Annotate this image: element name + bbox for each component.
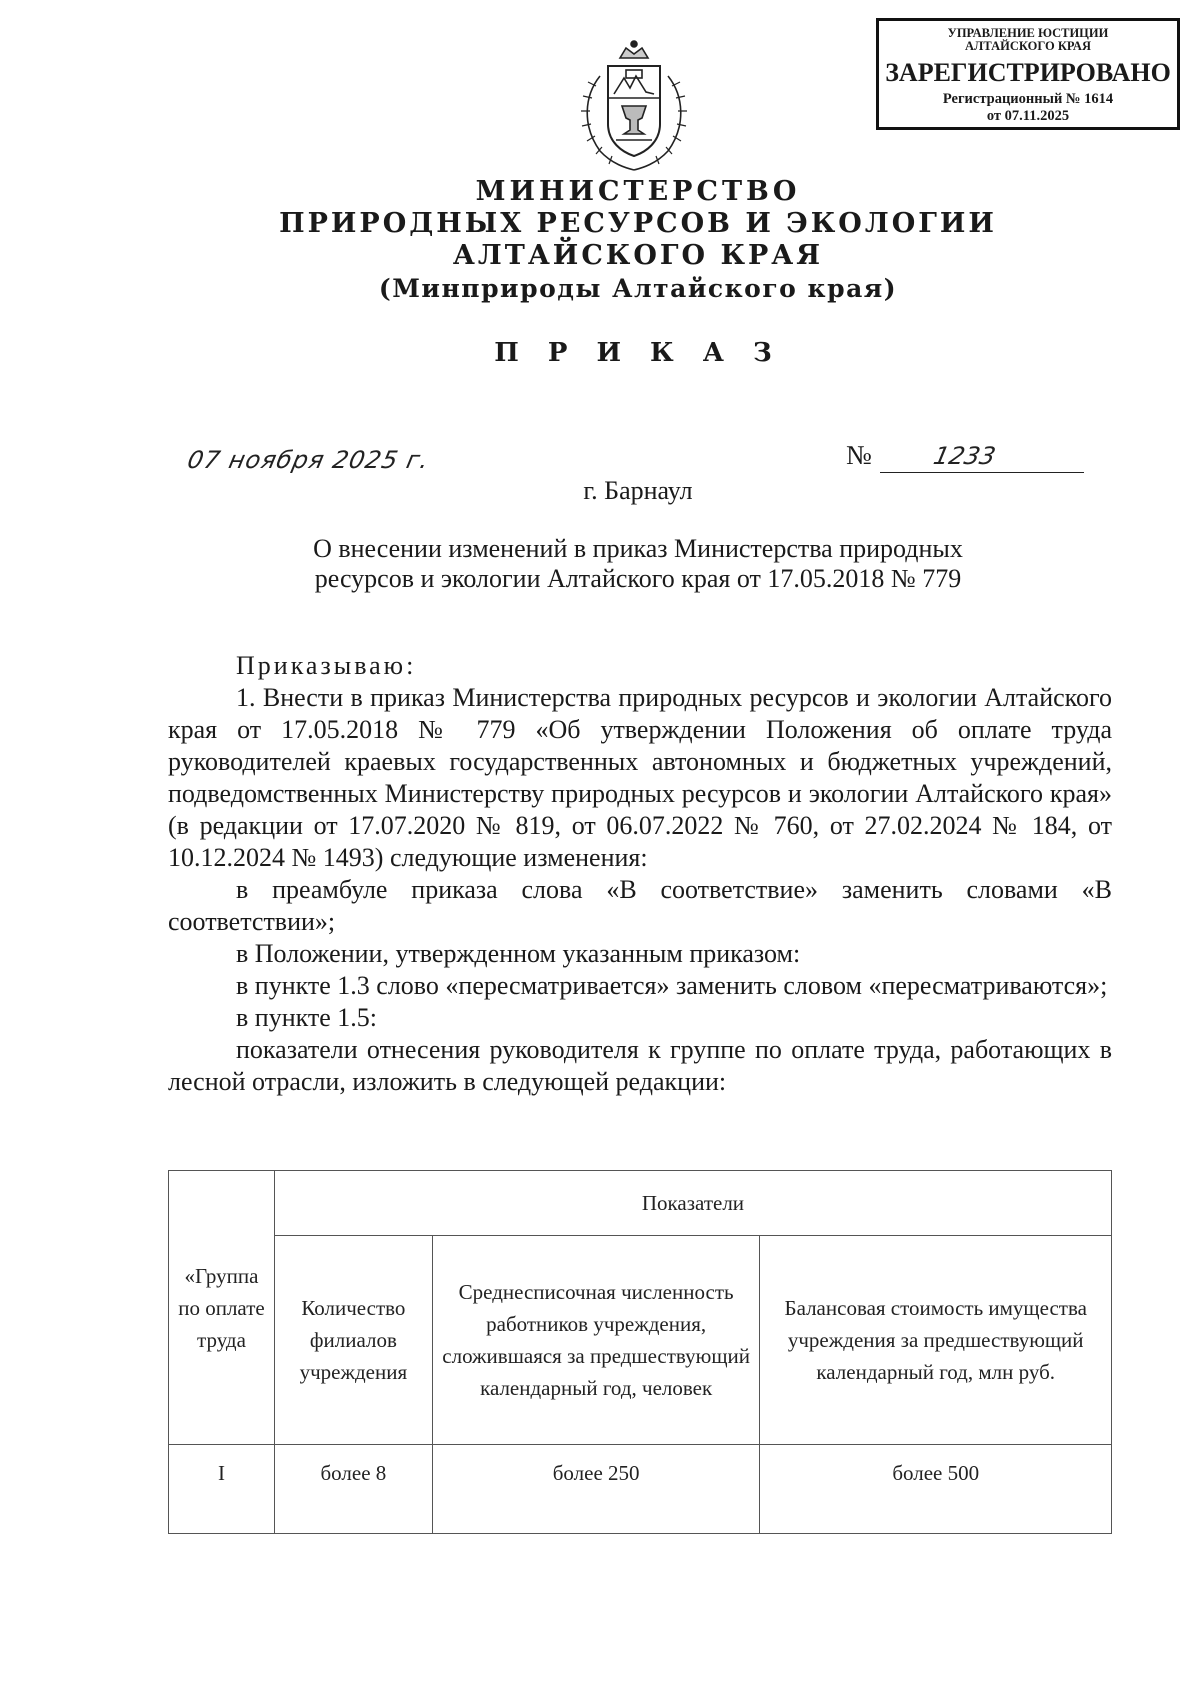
table-row — [169, 1445, 1112, 1534]
subject-line1: О внесении изменений в приказ Министерства природных — [313, 534, 963, 563]
order-number-underline — [880, 472, 1084, 473]
order-directive: Приказываю: — [236, 651, 417, 680]
paragraph-preamble-change: в преамбуле приказа слова «В соответствие» заменить словами «В соответствии»; — [168, 875, 1112, 936]
order-city: г. Барнаул — [583, 476, 693, 505]
order-number-label: № — [846, 440, 872, 470]
table-cell-branches: более 8 — [274, 1445, 432, 1534]
order-date-handwritten: 07 ноября 2025 г. — [185, 446, 433, 474]
paragraph-1: 1. Внести в приказ Министерства природных ресурсов и экологии Алтайского края от 17.05.2018 № 779 «Об утверждении Положения об оплате труда руководителей краевых государственных автономных и бюджетных учреждений, подведомственных Министерству природных ресурсов и экологии Алтайского края» (в редакции от 17.07.2020 № 819, от 06.07.2022 № 760, от 27.02.2024 № 184, от 10.12.2024 № 1493) следующие изменения: — [168, 683, 1112, 872]
coat-of-arms-icon — [570, 36, 698, 174]
document-type: П Р И К А З — [494, 338, 782, 368]
subject-line2: ресурсов и экологии Алтайского края от 17.05.2018 № 779 — [314, 564, 962, 593]
stamp-org-line1: УПРАВЛЕНИЕ ЮСТИЦИИ — [947, 26, 1109, 40]
registration-stamp — [876, 18, 1180, 130]
ministry-title-line2: ПРИРОДНЫХ РЕСУРСОВ И ЭКОЛОГИИ — [279, 208, 997, 239]
order-body — [168, 650, 1112, 1098]
paragraph-indicators-intro: показатели отнесения руководителя к группе по оплате труда, работающих в лесной отрасли, изложить в следующей редакции: — [168, 1035, 1112, 1096]
paragraph-regulation-intro: в Положении, утвержденном указанным приказом: — [236, 939, 801, 968]
stamp-org-line2: АЛТАЙСКОГО КРАЯ — [965, 39, 1091, 53]
table-header-group: «Группа по оплате труда — [169, 1171, 275, 1445]
order-subject — [0, 534, 1200, 594]
table-cell-group: I — [169, 1445, 275, 1534]
table-col-branches: Количество филиалов учреждения — [274, 1236, 432, 1445]
stamp-reg-date: от 07.11.2025 — [986, 108, 1070, 124]
order-number-handwritten: 1233 — [931, 442, 999, 470]
table-cell-headcount: более 250 — [432, 1445, 760, 1534]
stamp-status: ЗАРЕГИСТРИРОВАНО — [885, 58, 1171, 87]
table-col-asset-value: Балансовая стоимость имущества учреждения за предшествующий календарный год, млн руб. — [760, 1236, 1112, 1445]
table-cell-asset-value: более 500 — [760, 1445, 1112, 1534]
table-col-headcount: Среднесписочная численность работников учреждения, сложившаяся за предшествующий календарный год, человек — [432, 1236, 760, 1445]
paragraph-clause-1-5: в пункте 1.5: — [236, 1003, 378, 1032]
ministry-title-line3: АЛТАЙСКОГО КРАЯ — [452, 240, 824, 271]
ministry-title-line1: МИНИСТЕРСТВО — [475, 176, 801, 207]
paragraph-clause-1-3: в пункте 1.3 слово «пересматривается» заменить словом «пересматриваются»; — [236, 971, 1108, 1000]
stamp-reg-number: Регистрационный № 1614 — [942, 91, 1114, 107]
ministry-short-name: (Минприроды Алтайского края) — [378, 274, 898, 303]
indicators-table — [168, 1170, 1112, 1534]
table-header-indicators: Показатели — [274, 1171, 1111, 1236]
